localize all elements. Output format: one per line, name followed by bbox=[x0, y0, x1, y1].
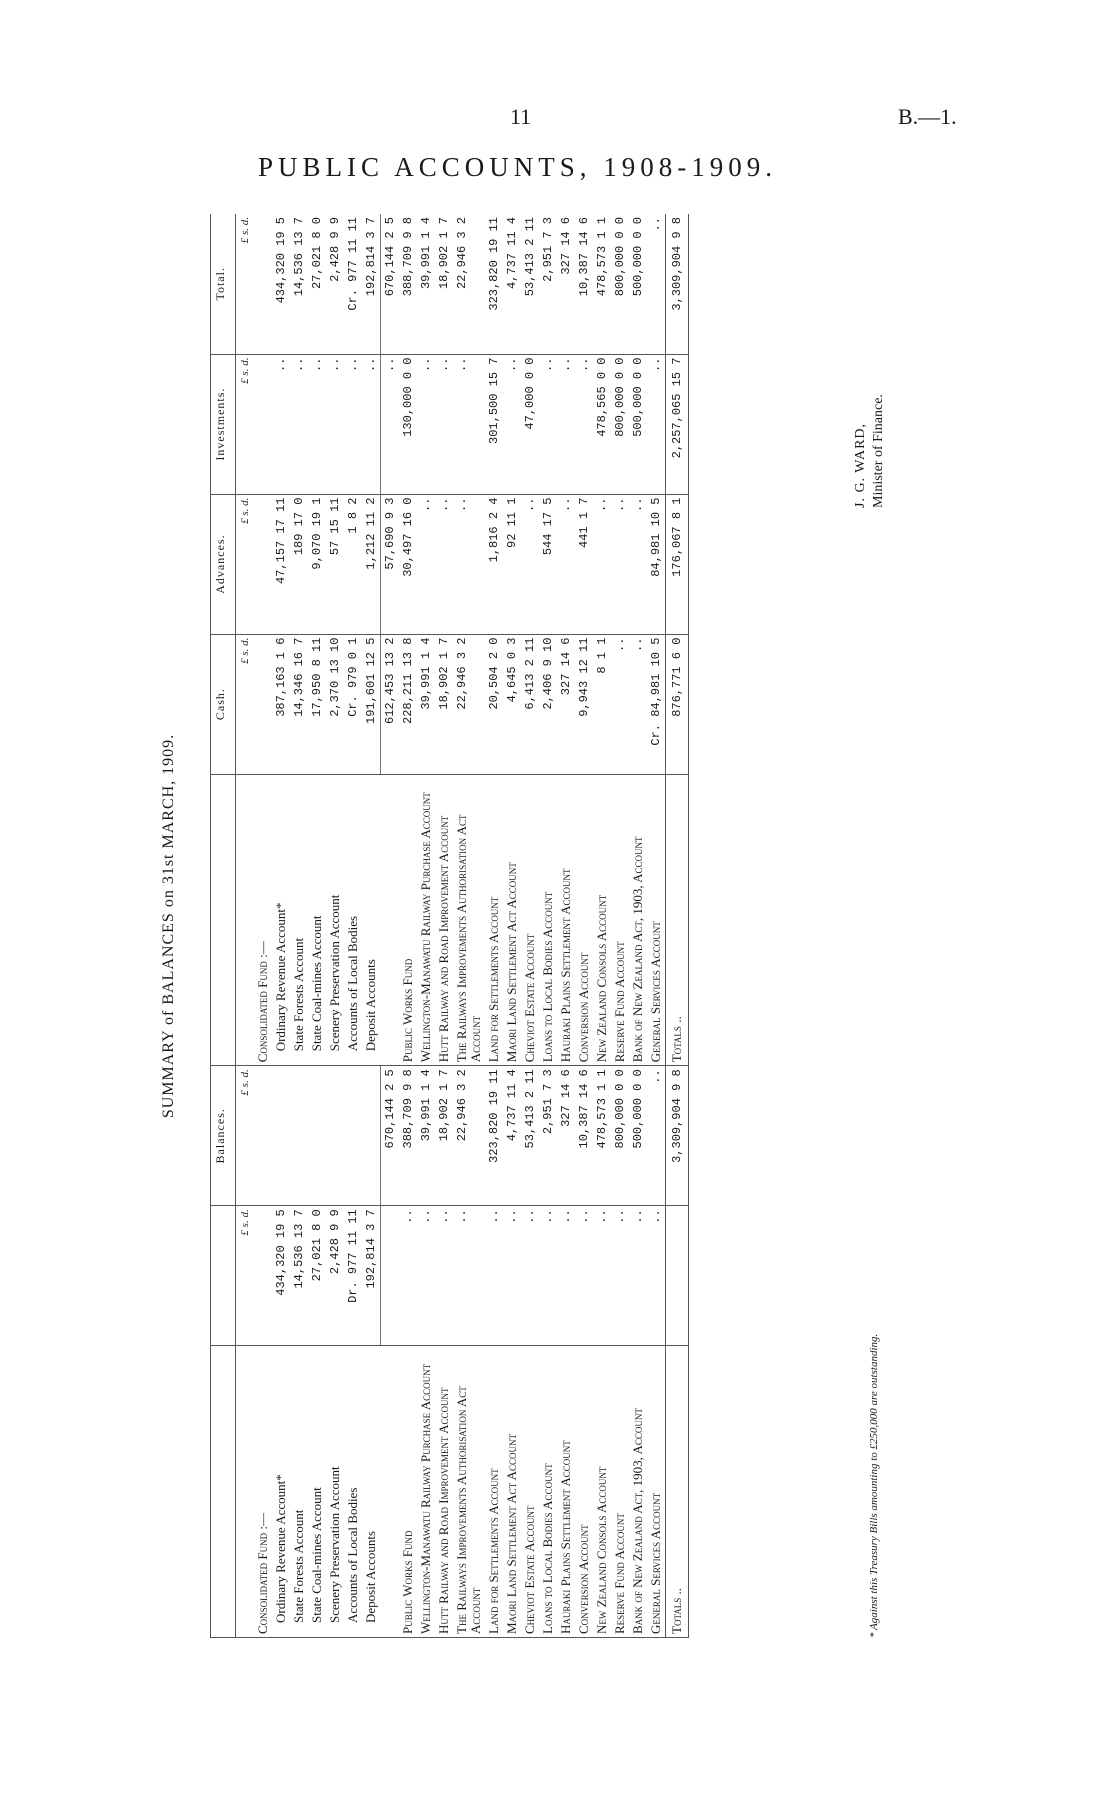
row-label: Consolidated Fund :— bbox=[254, 1346, 272, 1638]
row-advance: .. bbox=[629, 494, 647, 634]
table-row bbox=[290, 214, 308, 1638]
row-sub-amount: .. bbox=[435, 1206, 453, 1346]
row-total: 14,536 13 7 bbox=[290, 214, 308, 354]
row-label-repeat: Hutt Railway and Road Improvement Account bbox=[435, 774, 453, 1066]
row-investment: .. bbox=[326, 354, 344, 494]
row-label: Wellington-Manawatu Railway Purchase Account bbox=[417, 1346, 435, 1638]
row-label: Maori Land Settlement Act Account bbox=[503, 1346, 521, 1638]
row-investment: .. bbox=[272, 354, 290, 494]
row-label: Deposit Accounts bbox=[362, 1346, 381, 1638]
row-balance: .. bbox=[647, 1066, 666, 1206]
row-balance: 39,991 1 4 bbox=[417, 1066, 435, 1206]
table-row bbox=[485, 214, 503, 1638]
table-row bbox=[647, 214, 666, 1638]
col-account-repeat bbox=[211, 774, 236, 1066]
row-balance: 53,413 2 11 bbox=[521, 1066, 539, 1206]
row-label: New Zealand Consols Account bbox=[593, 1346, 611, 1638]
row-total: 27,021 8 0 bbox=[308, 214, 326, 354]
row-label: Ordinary Revenue Account* bbox=[272, 1346, 290, 1638]
row-sub-amount: 2,428 9 9 bbox=[326, 1206, 344, 1346]
row-label-repeat: Reserve Fund Account bbox=[611, 774, 629, 1066]
row-investment: .. bbox=[503, 354, 521, 494]
table-row bbox=[435, 214, 453, 1638]
row-advance: .. bbox=[611, 494, 629, 634]
row-advance: .. bbox=[593, 494, 611, 634]
row-cash: Cr. 84,981 10 5 bbox=[647, 634, 666, 774]
row-sub-amount: .. bbox=[629, 1206, 647, 1346]
row-label-repeat: Public Works Fund bbox=[399, 774, 417, 1066]
footnote: * Against this Treasury Bills amounting to £250,000 are outstanding. bbox=[868, 1333, 880, 1638]
row-label: Land for Settlements Account bbox=[485, 1346, 503, 1638]
table-row bbox=[593, 214, 611, 1638]
row-investment: 478,565 0 0 bbox=[593, 354, 611, 494]
row-balance: 500,000 0 0 bbox=[629, 1066, 647, 1206]
row-total: 434,320 19 5 bbox=[272, 214, 290, 354]
table-row bbox=[611, 214, 629, 1638]
row-cash: 8 1 1 bbox=[593, 634, 611, 774]
row-total: 22,946 3 2 bbox=[453, 214, 485, 354]
row-label-repeat bbox=[381, 774, 400, 1066]
row-advance: 544 17 5 bbox=[539, 494, 557, 634]
table-row bbox=[381, 214, 400, 1638]
row-label: State Forests Account bbox=[290, 1346, 308, 1638]
row-investment: 130,000 0 0 bbox=[399, 354, 417, 494]
col-investments: Investments. bbox=[211, 354, 236, 494]
page-title: PUBLIC ACCOUNTS, 1908-1909. bbox=[258, 152, 778, 182]
row-label-repeat: Cheviot Estate Account bbox=[521, 774, 539, 1066]
row-advance: 9,070 19 1 bbox=[308, 494, 326, 634]
units-label: £ s. d. bbox=[236, 634, 255, 774]
row-advance: 92 11 1 bbox=[503, 494, 521, 634]
row-cash: 228,211 13 8 bbox=[399, 634, 417, 774]
totals-cash: 876,771 6 0 bbox=[666, 634, 689, 774]
col-total: Total. bbox=[211, 214, 236, 354]
row-label bbox=[381, 1346, 400, 1638]
row-sub-amount: .. bbox=[453, 1206, 485, 1346]
row-investment: .. bbox=[647, 354, 666, 494]
row-balance bbox=[362, 1066, 381, 1206]
row-label-repeat: Loans to Local Bodies Account bbox=[539, 774, 557, 1066]
totals-investments: 2,257,065 15 7 bbox=[666, 354, 689, 494]
signature-name: J. G. WARD, bbox=[853, 422, 868, 508]
row-total: 53,413 2 11 bbox=[521, 214, 539, 354]
row-sub-amount bbox=[381, 1206, 400, 1346]
row-total: 327 14 6 bbox=[557, 214, 575, 354]
col-advances: Advances. bbox=[211, 494, 236, 634]
col-sub-amount bbox=[211, 1206, 236, 1346]
row-investment: 500,000 0 0 bbox=[629, 354, 647, 494]
row-label: Cheviot Estate Account bbox=[521, 1346, 539, 1638]
row-total: 192,814 3 7 bbox=[362, 214, 381, 354]
row-cash: 22,946 3 2 bbox=[453, 634, 485, 774]
row-total: 500,000 0 0 bbox=[629, 214, 647, 354]
row-cash: 17,950 8 11 bbox=[308, 634, 326, 774]
row-balance bbox=[290, 1066, 308, 1206]
page-number: 11 bbox=[510, 104, 532, 129]
row-label: Hauraki Plains Settlement Account bbox=[557, 1346, 575, 1638]
row-total: 2,951 7 3 bbox=[539, 214, 557, 354]
row-advance: .. bbox=[417, 494, 435, 634]
row-label: Accounts of Local Bodies bbox=[344, 1346, 362, 1638]
row-cash: 39,991 1 4 bbox=[417, 634, 435, 774]
row-sub-amount: .. bbox=[417, 1206, 435, 1346]
units-row bbox=[236, 214, 255, 1638]
row-label-repeat: Scenery Preservation Account bbox=[326, 774, 344, 1066]
table-row bbox=[453, 214, 485, 1638]
table-row bbox=[308, 214, 326, 1638]
row-balance bbox=[272, 1066, 290, 1206]
row-sub-amount: .. bbox=[539, 1206, 557, 1346]
row-cash: 387,163 1 6 bbox=[272, 634, 290, 774]
row-balance bbox=[326, 1066, 344, 1206]
table-row bbox=[629, 214, 647, 1638]
row-label-repeat: Land for Settlements Account bbox=[485, 774, 503, 1066]
row-label-repeat: New Zealand Consols Account bbox=[593, 774, 611, 1066]
table-row bbox=[326, 214, 344, 1638]
row-investment: 301,500 15 7 bbox=[485, 354, 503, 494]
row-total: Cr. 977 11 11 bbox=[344, 214, 362, 354]
units-label: £ s. d. bbox=[236, 494, 255, 634]
row-sub-amount: .. bbox=[647, 1206, 666, 1346]
row-total: 4,737 11 4 bbox=[503, 214, 521, 354]
row-sub-amount: .. bbox=[503, 1206, 521, 1346]
signature-role: Minister of Finance. bbox=[871, 394, 886, 508]
row-advance: 57,690 9 3 bbox=[381, 494, 400, 634]
row-cash: 18,902 1 7 bbox=[435, 634, 453, 774]
table-row bbox=[254, 214, 272, 1638]
summary-table bbox=[210, 214, 689, 1638]
row-total: 18,902 1 7 bbox=[435, 214, 453, 354]
row-balance bbox=[254, 1066, 272, 1206]
document-code: B.—1. bbox=[898, 104, 957, 129]
row-label-repeat: Conversion Account bbox=[575, 774, 593, 1066]
row-balance: 388,709 9 8 bbox=[399, 1066, 417, 1206]
row-sub-amount: .. bbox=[575, 1206, 593, 1346]
row-label-repeat: Maori Land Settlement Act Account bbox=[503, 774, 521, 1066]
row-investment: .. bbox=[362, 354, 381, 494]
table-row bbox=[272, 214, 290, 1638]
row-label-repeat: State Forests Account bbox=[290, 774, 308, 1066]
row-cash: 191,601 12 5 bbox=[362, 634, 381, 774]
row-label-repeat: Deposit Accounts bbox=[362, 774, 381, 1066]
table-header-row bbox=[211, 214, 236, 1638]
row-cash: 14,346 16 7 bbox=[290, 634, 308, 774]
row-sub-amount: 14,536 13 7 bbox=[290, 1206, 308, 1346]
row-cash: 327 14 6 bbox=[557, 634, 575, 774]
row-balance bbox=[344, 1066, 362, 1206]
row-total: .. bbox=[647, 214, 666, 354]
totals-advances: 176,067 8 1 bbox=[666, 494, 689, 634]
table-row bbox=[503, 214, 521, 1638]
row-balance: 327 14 6 bbox=[557, 1066, 575, 1206]
row-label-repeat: General Services Account bbox=[647, 774, 666, 1066]
row-investment: 47,000 0 0 bbox=[521, 354, 539, 494]
row-label: State Coal-mines Account bbox=[308, 1346, 326, 1638]
row-balance: 800,000 0 0 bbox=[611, 1066, 629, 1206]
row-balance: 670,144 2 5 bbox=[381, 1066, 400, 1206]
row-sub-amount: 192,814 3 7 bbox=[362, 1206, 381, 1346]
table-row bbox=[344, 214, 362, 1638]
row-advance: 441 1 7 bbox=[575, 494, 593, 634]
row-label: Scenery Preservation Account bbox=[326, 1346, 344, 1638]
row-balance: 22,946 3 2 bbox=[453, 1066, 485, 1206]
row-label: General Services Account bbox=[647, 1346, 666, 1638]
row-advance: .. bbox=[557, 494, 575, 634]
row-balance bbox=[308, 1066, 326, 1206]
row-investment: 800,000 0 0 bbox=[611, 354, 629, 494]
row-investment: .. bbox=[308, 354, 326, 494]
units-label: £ s. d. bbox=[236, 1206, 255, 1346]
totals-label-repeat: Totals .. bbox=[666, 774, 689, 1066]
row-investment: .. bbox=[575, 354, 593, 494]
row-label-repeat: Hauraki Plains Settlement Account bbox=[557, 774, 575, 1066]
row-balance: 323,820 19 11 bbox=[485, 1066, 503, 1206]
row-cash bbox=[254, 634, 272, 774]
row-cash: .. bbox=[629, 634, 647, 774]
row-label: Bank of New Zealand Act, 1903, Account bbox=[629, 1346, 647, 1638]
row-advance: 1 8 2 bbox=[344, 494, 362, 634]
row-cash: Cr. 979 0 1 bbox=[344, 634, 362, 774]
row-cash: .. bbox=[611, 634, 629, 774]
table-row bbox=[539, 214, 557, 1638]
row-label: Conversion Account bbox=[575, 1346, 593, 1638]
units-label: £ s. d. bbox=[236, 214, 255, 354]
totals-total: 3,309,904 9 8 bbox=[666, 214, 689, 354]
row-label-repeat: The Railways Improvements Authorisation Act Account bbox=[453, 774, 485, 1066]
summary-title: SUMMARY of BALANCES on 31st MARCH, 1909. bbox=[160, 733, 177, 1119]
row-balance: 10,387 14 6 bbox=[575, 1066, 593, 1206]
row-balance: 2,951 7 3 bbox=[539, 1066, 557, 1206]
col-balances: Balances. bbox=[211, 1066, 236, 1206]
row-sub-amount: .. bbox=[485, 1206, 503, 1346]
col-account bbox=[211, 1346, 236, 1638]
row-cash: 2,370 13 10 bbox=[326, 634, 344, 774]
row-cash: 4,645 0 3 bbox=[503, 634, 521, 774]
row-label-repeat: Bank of New Zealand Act, 1903, Account bbox=[629, 774, 647, 1066]
row-advance: 189 17 0 bbox=[290, 494, 308, 634]
row-total: 670,144 2 5 bbox=[381, 214, 400, 354]
row-investment: .. bbox=[557, 354, 575, 494]
row-label-repeat: Consolidated Fund :— bbox=[254, 774, 272, 1066]
row-advance: 47,157 17 11 bbox=[272, 494, 290, 634]
row-sub-amount: .. bbox=[557, 1206, 575, 1346]
row-balance: 478,573 1 1 bbox=[593, 1066, 611, 1206]
row-label-repeat: Accounts of Local Bodies bbox=[344, 774, 362, 1066]
row-advance: 57 15 11 bbox=[326, 494, 344, 634]
row-total: 388,709 9 8 bbox=[399, 214, 417, 354]
row-total bbox=[254, 214, 272, 354]
signature bbox=[852, 394, 888, 508]
row-label: Reserve Fund Account bbox=[611, 1346, 629, 1638]
row-cash: 2,406 9 10 bbox=[539, 634, 557, 774]
row-investment: .. bbox=[453, 354, 485, 494]
row-investment: .. bbox=[539, 354, 557, 494]
table-row bbox=[557, 214, 575, 1638]
row-total: 39,991 1 4 bbox=[417, 214, 435, 354]
row-sub-amount: .. bbox=[521, 1206, 539, 1346]
row-label-repeat: Wellington-Manawatu Railway Purchase Account bbox=[417, 774, 435, 1066]
row-sub-amount: .. bbox=[611, 1206, 629, 1346]
row-total: 2,428 9 9 bbox=[326, 214, 344, 354]
row-investment: .. bbox=[435, 354, 453, 494]
table-row bbox=[417, 214, 435, 1638]
row-advance: 1,816 2 4 bbox=[485, 494, 503, 634]
row-balance: 18,902 1 7 bbox=[435, 1066, 453, 1206]
table-row bbox=[362, 214, 381, 1638]
row-sub-amount: 27,021 8 0 bbox=[308, 1206, 326, 1346]
row-sub-amount: .. bbox=[593, 1206, 611, 1346]
row-total: 800,000 0 0 bbox=[611, 214, 629, 354]
totals-balances: 3,309,904 9 8 bbox=[666, 1066, 689, 1206]
table-row bbox=[399, 214, 417, 1638]
row-label-repeat: Ordinary Revenue Account* bbox=[272, 774, 290, 1066]
row-advance: 1,212 11 2 bbox=[362, 494, 381, 634]
row-sub-amount: 434,320 19 5 bbox=[272, 1206, 290, 1346]
table-row bbox=[575, 214, 593, 1638]
row-label-repeat: State Coal-mines Account bbox=[308, 774, 326, 1066]
row-sub-amount: Dr. 977 11 11 bbox=[344, 1206, 362, 1346]
row-advance: 84,981 10 5 bbox=[647, 494, 666, 634]
row-cash: 612,453 13 2 bbox=[381, 634, 400, 774]
row-total: 323,820 19 11 bbox=[485, 214, 503, 354]
row-cash: 20,504 2 0 bbox=[485, 634, 503, 774]
row-label: Public Works Fund bbox=[399, 1346, 417, 1638]
totals-label: Totals .. bbox=[666, 1346, 689, 1638]
row-balance: 4,737 11 4 bbox=[503, 1066, 521, 1206]
row-label: Hutt Railway and Road Improvement Account bbox=[435, 1346, 453, 1638]
row-cash: 9,943 12 11 bbox=[575, 634, 593, 774]
rotated-summary bbox=[160, 214, 908, 1638]
row-investment: .. bbox=[344, 354, 362, 494]
row-label: The Railways Improvements Authorisation Act Account bbox=[453, 1346, 485, 1638]
row-advance: .. bbox=[453, 494, 485, 634]
table-row bbox=[521, 214, 539, 1638]
row-advance: .. bbox=[435, 494, 453, 634]
row-cash: 6,413 2 11 bbox=[521, 634, 539, 774]
row-total: 478,573 1 1 bbox=[593, 214, 611, 354]
row-investment: .. bbox=[381, 354, 400, 494]
col-cash: Cash. bbox=[211, 634, 236, 774]
row-advance: 30,497 16 0 bbox=[399, 494, 417, 634]
totals-row bbox=[666, 214, 689, 1638]
row-sub-amount: .. bbox=[399, 1206, 417, 1346]
row-sub-amount bbox=[254, 1206, 272, 1346]
row-total: 10,387 14 6 bbox=[575, 214, 593, 354]
row-advance bbox=[254, 494, 272, 634]
units-label: £ s. d. bbox=[236, 1066, 255, 1206]
row-investment: .. bbox=[417, 354, 435, 494]
units-label: £ s. d. bbox=[236, 354, 255, 494]
row-label: Loans to Local Bodies Account bbox=[539, 1346, 557, 1638]
row-advance: .. bbox=[521, 494, 539, 634]
row-investment bbox=[254, 354, 272, 494]
row-investment: .. bbox=[290, 354, 308, 494]
